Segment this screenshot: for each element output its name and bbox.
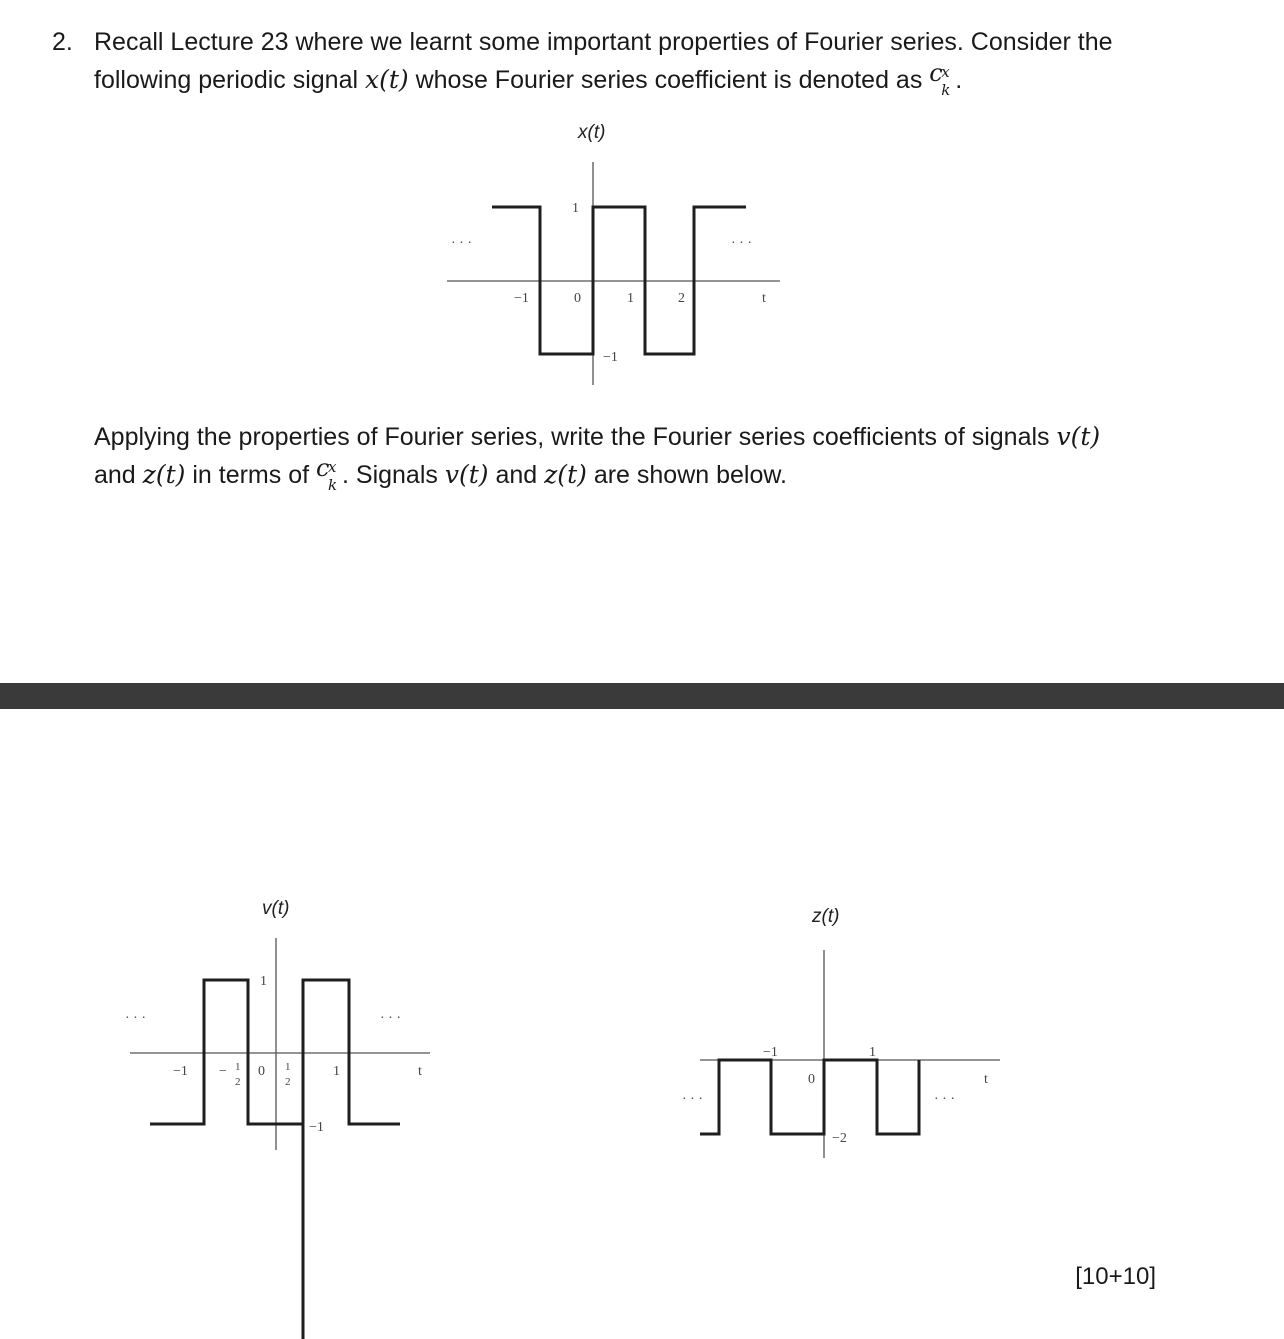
x-tick-neg1: −1 — [514, 291, 529, 306]
x-tick-t: t — [762, 291, 766, 306]
question-line-2 — [94, 61, 1214, 99]
z-tick-neg1: −1 — [763, 1045, 778, 1060]
v-tick-half-num: 1 — [285, 1061, 291, 1073]
coef-superscript: x — [941, 63, 950, 81]
coef-superscript-2: x — [328, 458, 337, 476]
instruction-line-2-a: and — [94, 461, 143, 489]
instruction-line-2-b: in terms of — [185, 461, 316, 489]
coefficient-ckx-2 — [316, 454, 342, 494]
signal-v-inline: v(t) — [1056, 422, 1101, 451]
signal-z-inline: z(t) — [142, 460, 186, 489]
signal-z-inline-2: z(t) — [544, 460, 587, 489]
v-tick-1: 1 — [333, 1064, 340, 1079]
x-tick-amp-pos: 1 — [572, 201, 579, 216]
v-tick-0: 0 — [258, 1064, 265, 1079]
instruction-line-2-c: . Signals — [342, 461, 445, 489]
x-tick-amp-neg: −1 — [603, 350, 618, 365]
v-tick-amp-pos: 1 — [260, 974, 267, 989]
signal-v-inline-2: v(t) — [444, 460, 489, 489]
v-tick-amp-neg: −1 — [309, 1120, 324, 1135]
coefficient-ckx — [929, 59, 955, 99]
instruction-line-1-a: Applying the properties of Fourier series, write the Fourier series coefficients of signals — [94, 423, 1057, 451]
z-ellipsis-left: · · · — [682, 1092, 703, 1107]
question-line-2-a: following periodic signal — [94, 66, 365, 94]
coef-subscript-2: k — [328, 476, 338, 494]
v-tick-t: t — [418, 1064, 422, 1079]
figure-z — [670, 895, 1030, 1175]
z-ellipsis-right: · · · — [934, 1092, 955, 1107]
page-separator-band — [0, 683, 1284, 709]
figure-x — [440, 112, 810, 402]
z-tick-t: t — [984, 1072, 988, 1087]
z-tick-0: 0 — [808, 1072, 815, 1087]
instruction-line-2-e: are shown below. — [586, 461, 787, 489]
instruction-line-1 — [94, 418, 1224, 456]
question-line-2-end: . — [955, 66, 963, 94]
v-tick-neg-half-den: 2 — [235, 1076, 241, 1088]
signal-x-inline: x(t) — [364, 65, 409, 94]
v-tick-neg1: −1 — [173, 1064, 188, 1079]
v-tick-half-den: 2 — [285, 1076, 291, 1088]
v-ellipsis-left: · · · — [125, 1011, 146, 1026]
v-tick-neg-half-minus: − — [219, 1064, 227, 1079]
instruction-line-2-d: and — [488, 461, 545, 489]
v-tick-neg-half-num: 1 — [235, 1061, 241, 1073]
coef-base: c — [929, 59, 943, 87]
figure-z-title: z(t) — [812, 906, 840, 927]
instruction-line-2 — [94, 456, 1224, 494]
coef-base-2: c — [316, 454, 330, 482]
z-tick-1: 1 — [869, 1045, 876, 1060]
z-tick-amp-neg: −2 — [832, 1131, 847, 1146]
x-ellipsis-left: · · · — [451, 236, 472, 251]
figure-v-title: v(t) — [262, 898, 290, 919]
coef-subscript: k — [941, 81, 951, 99]
question-line-2-b: whose Fourier series coefficient is denoted as — [408, 66, 930, 94]
question-number: 2. — [52, 28, 73, 56]
question-line-1: Recall Lecture 23 where we learnt some important properties of Fourier series. Consider the — [94, 28, 1113, 56]
figure-x-title: x(t) — [578, 122, 606, 143]
figure-v — [110, 890, 450, 1170]
marks-allocation: [10+10] — [1075, 1263, 1156, 1290]
v-ellipsis-right: · · · — [380, 1011, 401, 1026]
question-text — [94, 24, 1214, 99]
x-tick-2: 2 — [678, 291, 685, 306]
x-ellipsis-right: · · · — [731, 236, 752, 251]
v-waveform — [150, 980, 400, 1339]
x-tick-1: 1 — [627, 291, 634, 306]
x-tick-0: 0 — [574, 291, 581, 306]
instruction-text — [94, 418, 1224, 494]
